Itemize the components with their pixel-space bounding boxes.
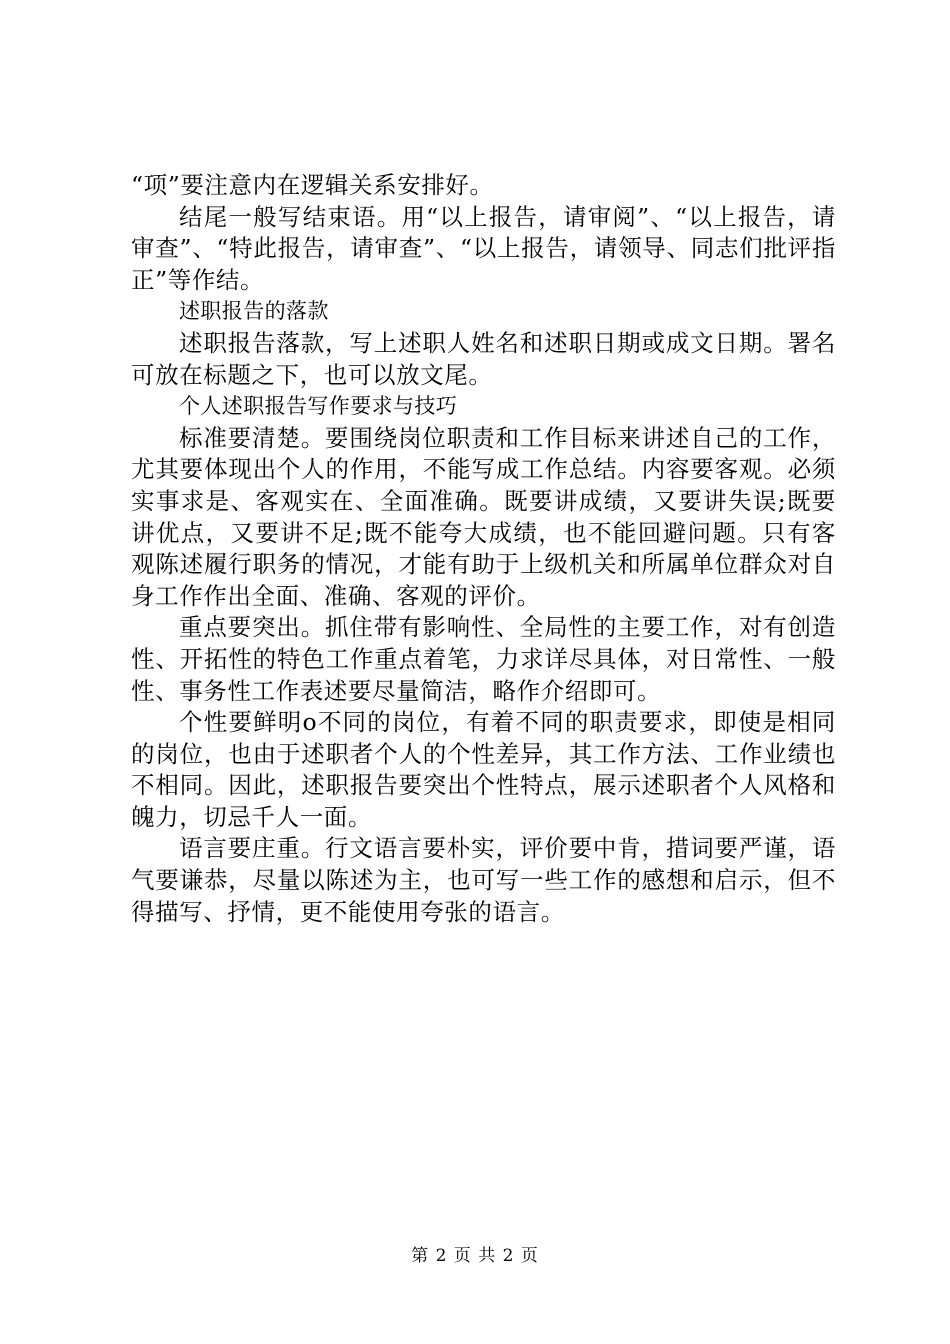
document-body <box>131 170 836 928</box>
section-heading-signature: 述职报告的落款 <box>179 299 329 324</box>
paragraph-closing-remarks: 结尾一般写结束语。用“以上报告，请审阅”、“以上报告，请审查”、“特此报告，请审查”、“以上报告，请领导、同志们批评指正”等作结。 <box>131 202 836 294</box>
paragraph-personality: 个性要鲜明o不同的岗位，有着不同的职责要求，即使是相同的岗位，也由于述职者个人的个性差异，其工作方法、工作业绩也不相同。因此，述职报告要突出个性特点，展示述职者个人风格和魄力，切忌千人一面。 <box>131 708 836 831</box>
paragraph-clear-standards: 标准要清楚。要围绕岗位职责和工作目标来讲述自己的工作，尤其要体现出个人的作用，不能写成工作总结。内容要客观。必须实事求是、客观实在、全面准确。既要讲成绩，又要讲失误;既要讲优点，又要讲不足;既不能夸大成绩，也不能回避问题。只有客观陈述履行职务的情况，才能有助于上级机关和所属单位群众对自身工作作出全面、准确、客观的评价。 <box>131 423 836 610</box>
paragraph-key-points: 重点要突出。抓住带有影响性、全局性的主要工作，对有创造性、开拓性的特色工作重点着笔，力求详尽具体，对日常性、一般性、事务性工作表述要尽量简洁，略作介绍即可。 <box>131 613 836 705</box>
paragraph-language: 语言要庄重。行文语言要朴实，评价要中肯，措词要严谨，语气要谦恭，尽量以陈述为主，也可写一些工作的感想和启示，但不得描写、抒情，更不能使用夸张的语言。 <box>131 834 836 926</box>
paragraph-signature: 述职报告落款，写上述职人姓名和述职日期或成文日期。署名可放在标题之下，也可以放文尾。 <box>131 328 836 389</box>
paragraph-continuation: “项”要注意内在逻辑关系安排好。 <box>131 171 494 199</box>
section-heading-writing-tips: 个人述职报告写作要求与技巧 <box>179 394 458 419</box>
page-number-footer: 第 2 页 共 2 页 <box>411 1246 539 1266</box>
